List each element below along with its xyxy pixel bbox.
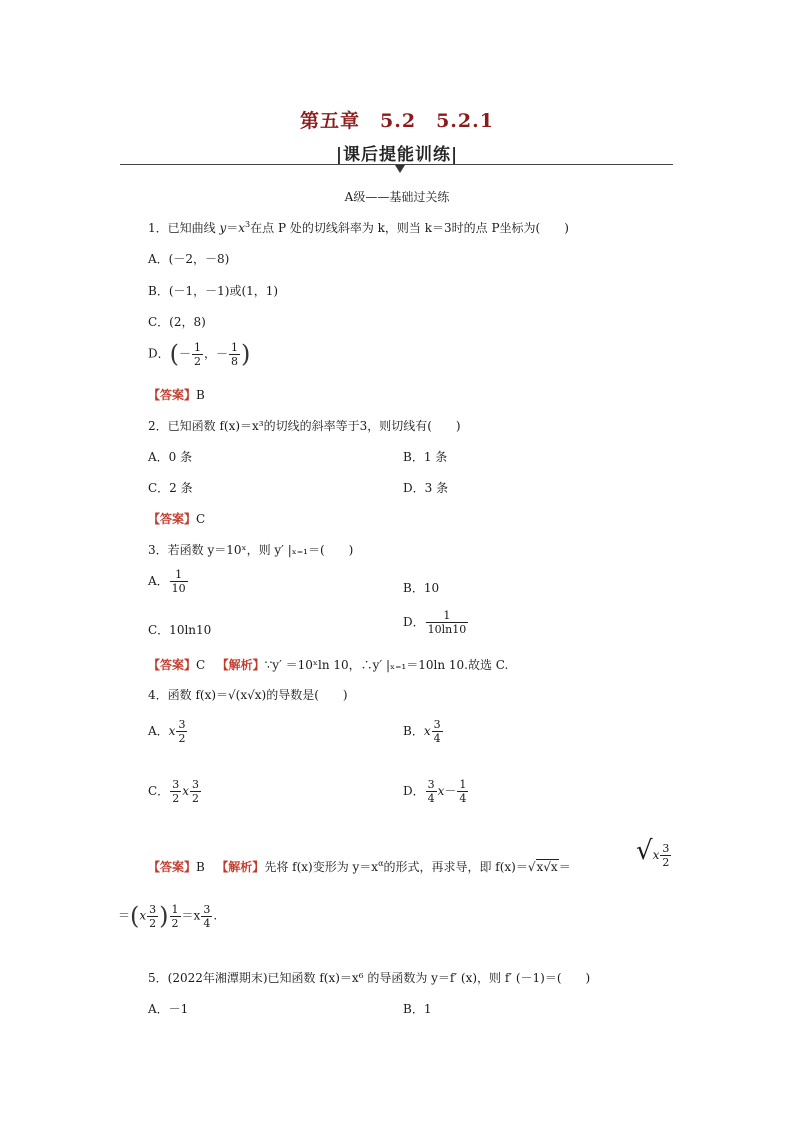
- question-2-option-b: B．1 条: [403, 450, 448, 464]
- question-3-option-c: C．10ln10: [148, 623, 212, 637]
- question-4-option-b: B．x $\frac{3}{4}$: [403, 718, 441, 745]
- fraction: $\frac{1}{2}$: [194, 340, 202, 368]
- question-4-analysis-continued: ＝(x $\frac{3}{2}$ ) $\frac{1}{2}$ ＝x $\frac{3}{4}$ .: [118, 902, 218, 930]
- fraction: $\frac{1}{4}$: [459, 778, 467, 805]
- question-3-stem: 3．若函数 y＝10ˣ，则 y′ |ₓ₌₁＝( ): [148, 543, 354, 557]
- question-1-option-a: A．(－2，－8): [148, 252, 230, 266]
- question-1-stem: 1．已知曲线 $y=x^3$在点 P 处的切线斜率为 k，则当 k＝3时的点 P坐标为( ): [148, 220, 569, 235]
- question-1-option-b: B．(－1，－1)或(1，1): [148, 284, 279, 298]
- fraction: $\frac{1}{10\ln 10}$: [427, 609, 467, 636]
- question-3-option-a: A． $\frac{1}{10}$: [148, 568, 186, 595]
- question-4-answer: 【答案】B 【解析】先将 f(x)变形为 $y=x^\alpha$的形式，再求导，即 f(x)＝√x√x＝: [148, 859, 571, 874]
- fraction: $\frac{1}{10}$: [171, 568, 186, 595]
- question-5-option-b: B．1: [403, 1002, 432, 1016]
- section-subtitle: |课后提能训练|: [335, 145, 459, 165]
- question-2-stem: 2．已知函数 f(x)＝x³的切线的斜率等于3，则切线有( ): [148, 419, 461, 433]
- question-2-answer: 【答案】C: [148, 512, 206, 526]
- question-3-option-d: D． $\frac{1}{10\ln 10}$: [403, 609, 467, 636]
- question-2-option-a: A．0 条: [148, 450, 193, 464]
- fraction: $\frac{3}{2}$: [172, 778, 180, 805]
- question-4-option-d: D． $\frac{3}{4}$ x－ $\frac{1}{4}$: [403, 778, 467, 805]
- question-4-analysis-root: √x $\frac{3}{2}$: [636, 836, 670, 869]
- level-heading: A级——基础过关练: [344, 190, 450, 204]
- sqrt-icon: √: [636, 836, 653, 866]
- triangle-marker-icon: [395, 165, 405, 173]
- fraction: $\frac{3}{2}$: [191, 778, 199, 805]
- fraction: $\frac{3}{4}$: [433, 718, 441, 745]
- question-4-stem: 4．函数 f(x)＝√(x√x)的导数是( ): [148, 688, 348, 702]
- fraction: $\frac{1}{8}$: [231, 340, 239, 368]
- fraction: $\frac{3}{4}$: [427, 778, 435, 805]
- question-2-option-d: D．3 条: [403, 481, 449, 495]
- question-1-option-c: C．(2，8): [148, 315, 206, 329]
- fraction: $\frac{3}{2}$: [662, 842, 670, 869]
- question-4-option-a: A．x $\frac{3}{2}$: [148, 718, 186, 745]
- question-3-answer: 【答案】C 【解析】∵y′ ＝10ˣln 10，∴y′ |ₓ₌₁＝10ln 10.故选 C.: [148, 658, 509, 672]
- fraction: $\frac{3}{2}$: [149, 902, 157, 930]
- question-1-option-d: D．(－ $\frac{1}{2}$ ，－ $\frac{1}{8}$ ): [148, 340, 251, 368]
- fraction: $\frac{3}{2}$: [178, 718, 186, 745]
- question-5-option-a: A．－1: [148, 1002, 189, 1016]
- fraction: $\frac{1}{2}$: [171, 902, 179, 930]
- question-2-option-c: C．2 条: [148, 481, 193, 495]
- page-title: 第五章 5.2 5.2.1: [300, 110, 494, 132]
- question-1-answer: 【答案】B: [148, 388, 205, 402]
- fraction: $\frac{3}{4}$: [203, 902, 211, 930]
- question-5-stem: 5．(2022年湘潭期末)已知函数 f(x)＝x⁶ 的导函数为 y＝f′ (x)，则 f′ (－1)＝( ): [148, 971, 591, 985]
- question-4-option-c: C． $\frac{3}{2}$ x $\frac{3}{2}$: [148, 778, 199, 805]
- question-3-analysis: ∵y′ ＝10ˣln 10，∴y′ |ₓ₌₁＝10ln 10.故选 C.: [264, 658, 509, 672]
- question-3-option-b: B．10: [403, 581, 440, 595]
